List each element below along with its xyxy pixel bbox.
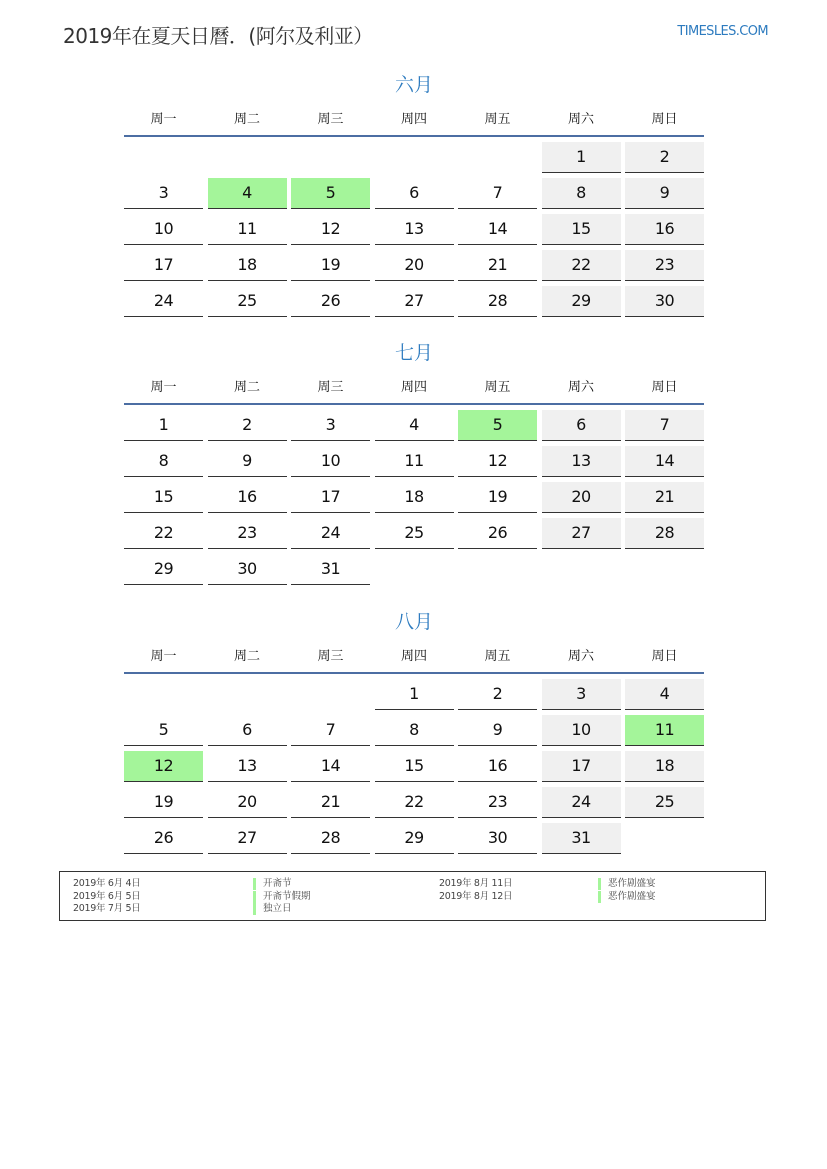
empty-cell xyxy=(124,142,203,172)
weekday-label: 周四 xyxy=(400,649,427,664)
month-title: 六月 xyxy=(394,74,433,96)
day-cell: 1 xyxy=(375,679,454,710)
legend-date: 2019年 6月 4日 xyxy=(73,878,141,889)
day-cell: 12 xyxy=(291,214,370,245)
day-cell: 3 xyxy=(291,410,370,441)
weekday-label: 周一 xyxy=(150,649,177,664)
legend-date: 2019年 7月 5日 xyxy=(73,903,141,914)
site-link[interactable]: TIMESLES.COM xyxy=(677,24,768,39)
month-july xyxy=(124,338,704,585)
day-cell: 9 xyxy=(208,446,287,477)
empty-cell xyxy=(208,142,287,172)
weekday-label: 周四 xyxy=(400,380,427,395)
day-cell: 4 xyxy=(375,410,454,441)
empty-cell xyxy=(458,142,537,172)
day-cell: 22 xyxy=(375,787,454,818)
day-cell: 16 xyxy=(208,482,287,513)
day-cell: 11 xyxy=(375,446,454,477)
empty-cell xyxy=(208,679,287,709)
day-cell: 11 xyxy=(208,214,287,245)
month-august xyxy=(124,607,704,854)
weekday-label: 周六 xyxy=(567,649,594,664)
weekday-label: 周三 xyxy=(317,380,344,395)
weekday-label: 周四 xyxy=(400,112,427,127)
weekday-label: 周二 xyxy=(233,112,260,127)
weekday-label: 周五 xyxy=(484,649,511,664)
day-cell: 3 xyxy=(124,178,203,209)
day-cell: 30 xyxy=(458,823,537,854)
day-cell: 15 xyxy=(124,482,203,513)
day-cell: 19 xyxy=(458,482,537,513)
day-cell: 8 xyxy=(542,178,621,209)
day-cell: 21 xyxy=(291,787,370,818)
weekday-label: 周五 xyxy=(484,380,511,395)
day-cell: 12 xyxy=(458,446,537,477)
day-cell: 26 xyxy=(124,823,203,854)
day-cell: 16 xyxy=(625,214,704,245)
day-cell: 10 xyxy=(542,715,621,746)
day-cell: 24 xyxy=(124,286,203,317)
day-cell: 25 xyxy=(625,787,704,818)
day-cell: 9 xyxy=(625,178,704,209)
holiday-legend xyxy=(59,871,766,921)
day-cell: 28 xyxy=(625,518,704,549)
day-cell: 25 xyxy=(208,286,287,317)
month-title: 八月 xyxy=(394,611,433,633)
day-cell: 25 xyxy=(375,518,454,549)
day-cell: 21 xyxy=(625,482,704,513)
day-cell: 13 xyxy=(542,446,621,477)
weekday-label: 周三 xyxy=(317,112,344,127)
weekday-label: 周三 xyxy=(317,649,344,664)
empty-cell xyxy=(375,142,454,172)
holiday-day-cell: 11 xyxy=(625,715,704,746)
weekday-label: 周二 xyxy=(233,380,260,395)
day-cell: 20 xyxy=(375,250,454,281)
day-cell: 29 xyxy=(542,286,621,317)
day-cell: 29 xyxy=(375,823,454,854)
day-cell: 22 xyxy=(542,250,621,281)
day-cell: 27 xyxy=(208,823,287,854)
day-cell: 27 xyxy=(542,518,621,549)
day-cell: 30 xyxy=(208,554,287,585)
day-grid xyxy=(124,410,704,585)
day-cell: 31 xyxy=(542,823,621,854)
day-cell: 23 xyxy=(458,787,537,818)
day-cell: 5 xyxy=(124,715,203,746)
day-cell: 19 xyxy=(291,250,370,281)
day-cell: 1 xyxy=(124,410,203,441)
day-cell: 20 xyxy=(542,482,621,513)
day-cell: 14 xyxy=(291,751,370,782)
day-cell: 30 xyxy=(625,286,704,317)
holiday-day-cell: 4 xyxy=(208,178,287,209)
day-grid xyxy=(124,142,704,317)
day-cell: 21 xyxy=(458,250,537,281)
day-cell: 17 xyxy=(542,751,621,782)
day-cell: 14 xyxy=(625,446,704,477)
day-cell: 23 xyxy=(625,250,704,281)
day-cell: 26 xyxy=(458,518,537,549)
day-cell: 20 xyxy=(208,787,287,818)
weekday-label: 周一 xyxy=(150,380,177,395)
month-june xyxy=(124,70,704,317)
day-cell: 15 xyxy=(375,751,454,782)
day-cell: 16 xyxy=(458,751,537,782)
weekday-header xyxy=(124,637,704,674)
day-cell: 18 xyxy=(375,482,454,513)
weekday-header xyxy=(124,100,704,137)
day-cell: 10 xyxy=(124,214,203,245)
empty-cell xyxy=(291,142,370,172)
day-cell: 24 xyxy=(291,518,370,549)
day-cell: 17 xyxy=(291,482,370,513)
day-cell: 8 xyxy=(375,715,454,746)
month-title: 七月 xyxy=(394,342,433,364)
legend-date: 2019年 8月 11日 xyxy=(439,878,513,889)
day-cell: 13 xyxy=(375,214,454,245)
legend-holiday-name: 恶作剧盛宴 xyxy=(598,878,656,890)
weekday-label: 周一 xyxy=(150,112,177,127)
day-cell: 6 xyxy=(208,715,287,746)
day-grid xyxy=(124,679,704,854)
day-cell: 24 xyxy=(542,787,621,818)
day-cell: 6 xyxy=(375,178,454,209)
weekday-label: 周日 xyxy=(651,112,678,127)
weekday-label: 周二 xyxy=(233,649,260,664)
day-cell: 28 xyxy=(291,823,370,854)
day-cell: 3 xyxy=(542,679,621,710)
day-cell: 2 xyxy=(458,679,537,710)
holiday-day-cell: 5 xyxy=(291,178,370,209)
holiday-day-cell: 12 xyxy=(124,751,203,782)
weekday-label: 周日 xyxy=(651,649,678,664)
legend-holiday-name: 开斋节 xyxy=(253,878,292,890)
day-cell: 8 xyxy=(124,446,203,477)
page-title: 2019年在夏天日曆．(阿尔及利亚） xyxy=(63,24,373,48)
day-cell: 7 xyxy=(458,178,537,209)
day-cell: 2 xyxy=(208,410,287,441)
day-cell: 29 xyxy=(124,554,203,585)
day-cell: 7 xyxy=(625,410,704,441)
day-cell: 6 xyxy=(542,410,621,441)
weekday-label: 周六 xyxy=(567,112,594,127)
legend-holiday-name: 独立日 xyxy=(253,903,292,915)
day-cell: 4 xyxy=(625,679,704,710)
weekday-label: 周六 xyxy=(567,380,594,395)
empty-cell xyxy=(124,679,203,709)
legend-holiday-name: 恶作剧盛宴 xyxy=(598,891,656,903)
legend-date: 2019年 8月 12日 xyxy=(439,890,513,902)
day-cell: 18 xyxy=(208,250,287,281)
day-cell: 18 xyxy=(625,751,704,782)
holiday-day-cell: 5 xyxy=(458,410,537,441)
empty-cell xyxy=(291,679,370,709)
day-cell: 27 xyxy=(375,286,454,317)
legend-holiday-name: 开斋节假期 xyxy=(253,891,311,903)
day-cell: 26 xyxy=(291,286,370,317)
day-cell: 14 xyxy=(458,214,537,245)
day-cell: 28 xyxy=(458,286,537,317)
weekday-label: 周日 xyxy=(651,380,678,395)
weekday-label: 周五 xyxy=(484,112,511,127)
legend-date: 2019年 6月 5日 xyxy=(73,890,141,902)
day-cell: 1 xyxy=(542,142,621,173)
day-cell: 19 xyxy=(124,787,203,818)
day-cell: 13 xyxy=(208,751,287,782)
day-cell: 15 xyxy=(542,214,621,245)
day-cell: 31 xyxy=(291,554,370,585)
day-cell: 17 xyxy=(124,250,203,281)
day-cell: 10 xyxy=(291,446,370,477)
day-cell: 7 xyxy=(291,715,370,746)
day-cell: 23 xyxy=(208,518,287,549)
day-cell: 2 xyxy=(625,142,704,173)
day-cell: 9 xyxy=(458,715,537,746)
day-cell: 22 xyxy=(124,518,203,549)
weekday-header xyxy=(124,368,704,405)
